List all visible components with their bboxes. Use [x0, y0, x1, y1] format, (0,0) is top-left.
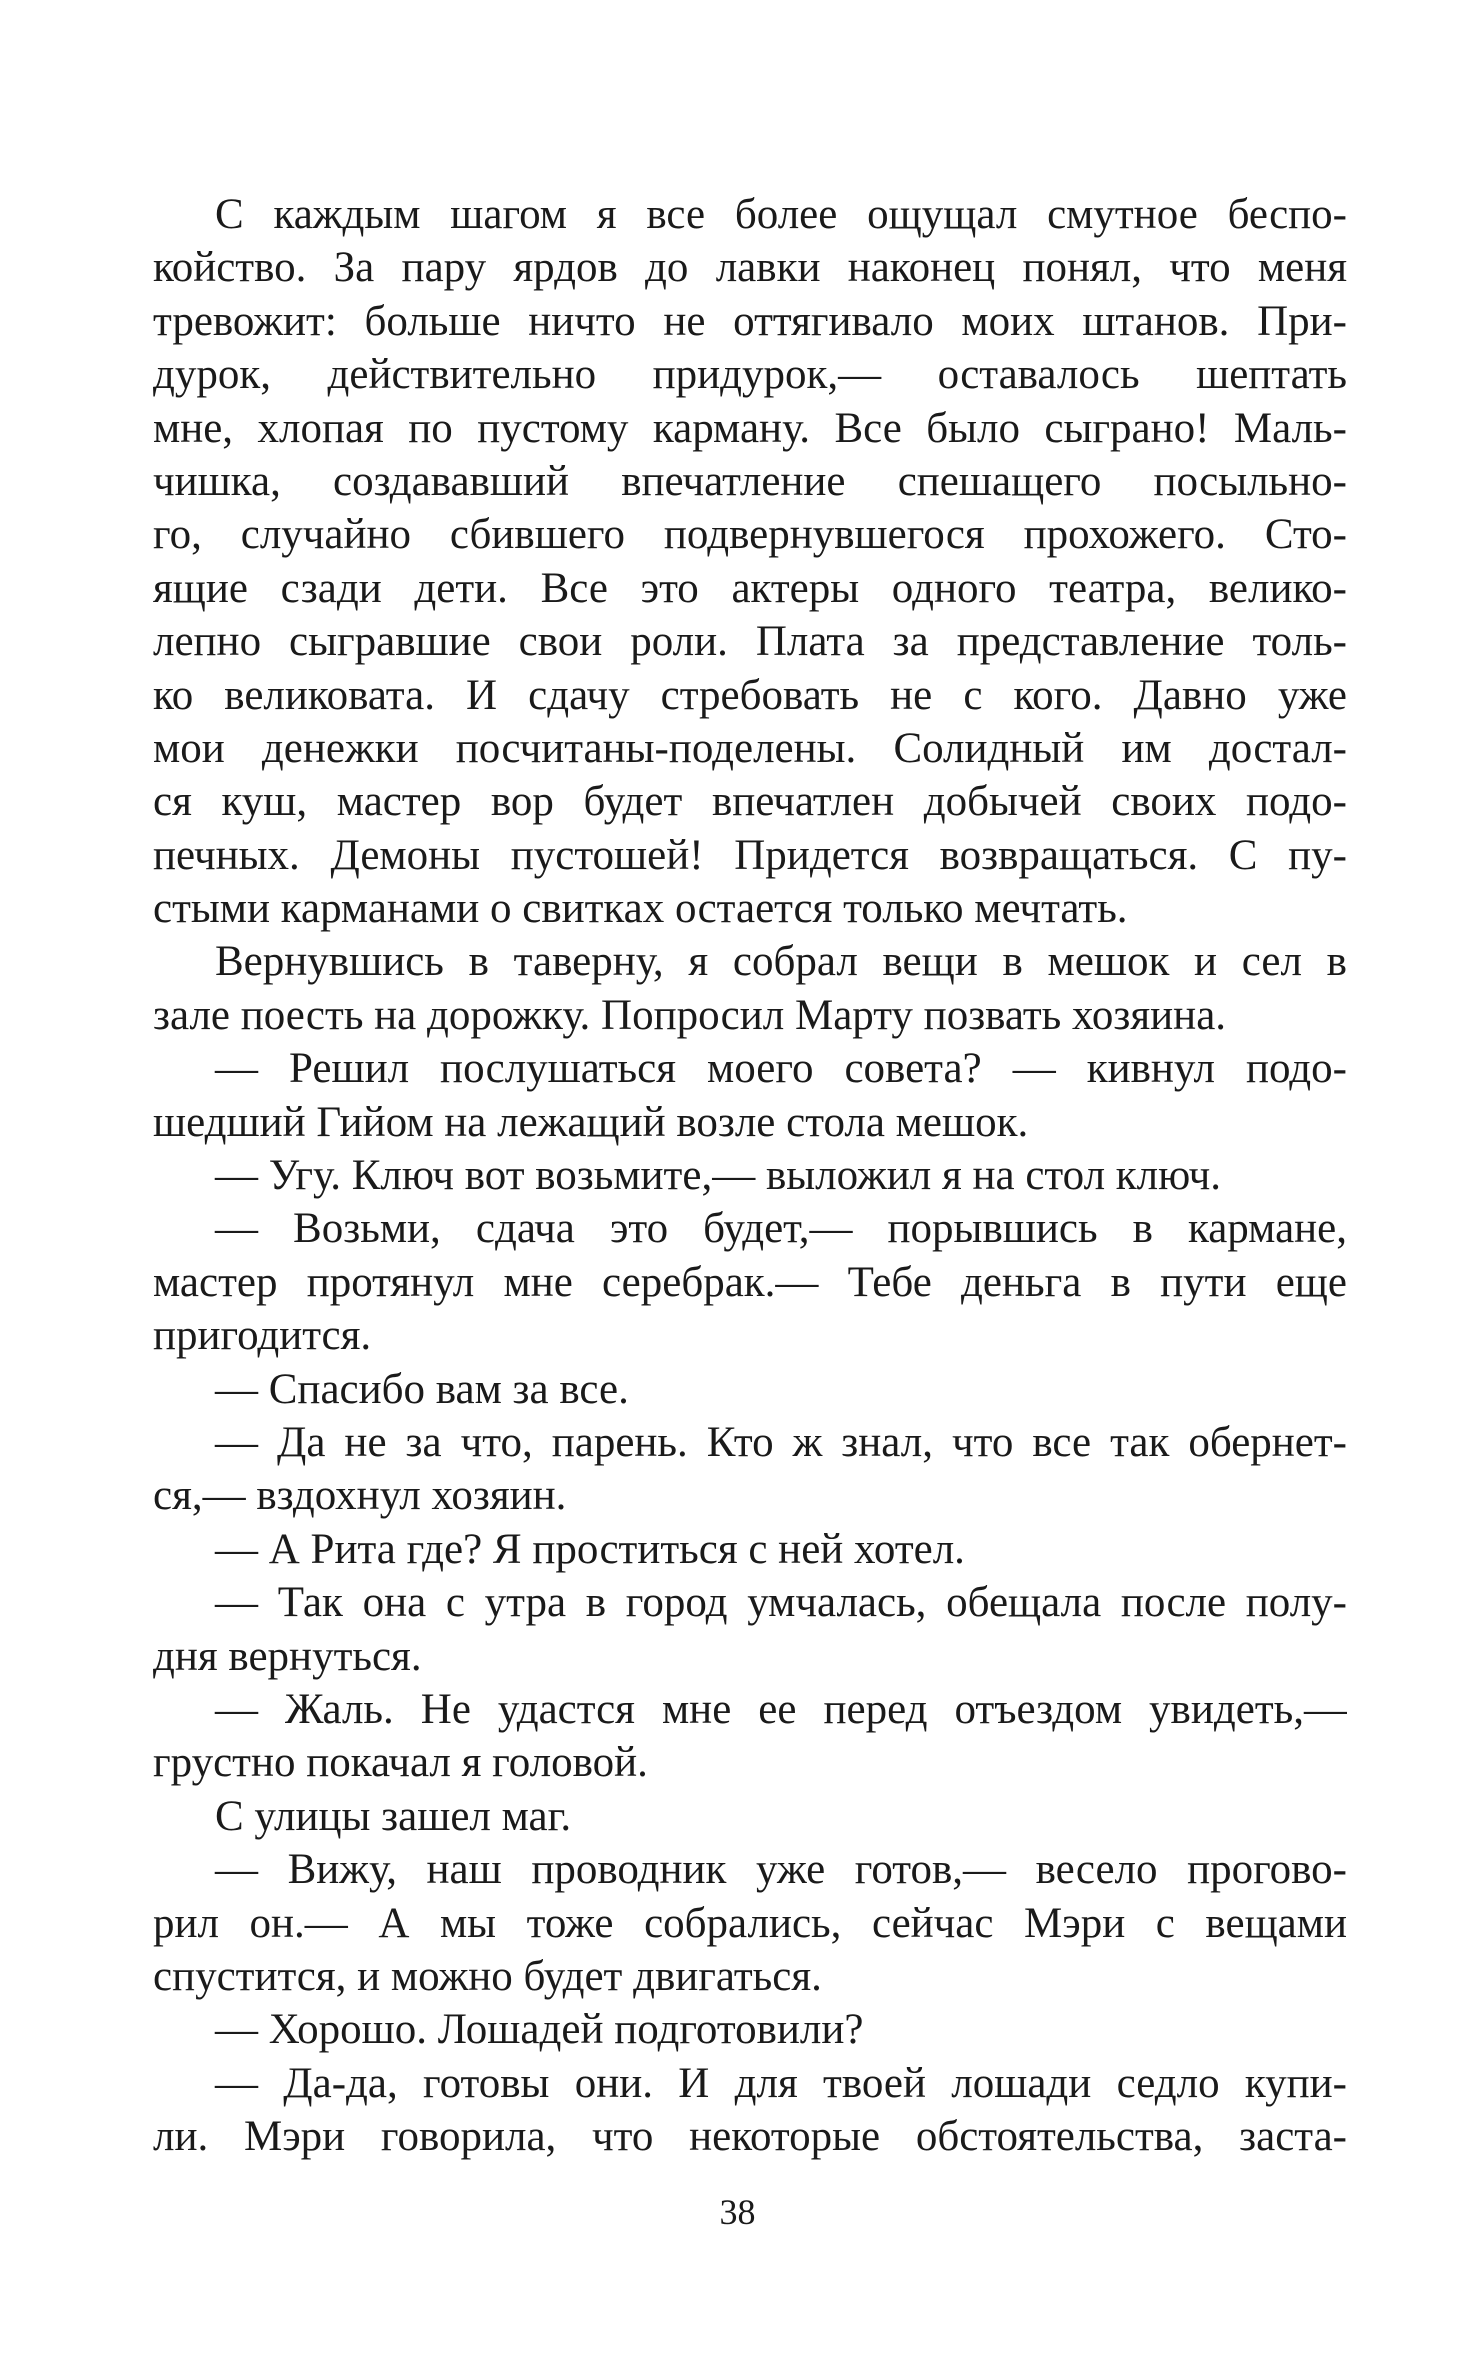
text-line: ящие сзади дети. Все это актеры одного театра, велико-	[153, 564, 1347, 612]
text-line: зале поесть на дорожку. Попросил Марту позвать хозяина.	[153, 991, 1227, 1039]
text-line: — Да-да, готовы они. И для твоей лошади седло купи-	[215, 2059, 1347, 2107]
text-line: спустится, и можно будет двигаться.	[153, 1952, 822, 2000]
text-line: пригодится.	[153, 1312, 372, 1360]
text-line: стыми карманами о свитках остается только мечтать.	[153, 885, 1128, 933]
text-line: — Хорошо. Лошадей подготовили?	[215, 2006, 864, 2054]
text-line: мои денежки посчитаны-поделены. Солидный им достал-	[153, 724, 1347, 772]
text-line: Вернувшись в таверну, я собрал вещи в мешок и сел в	[215, 938, 1347, 986]
text-line: тревожит: больше ничто не оттягивало моих штанов. При-	[153, 297, 1347, 345]
text-line: дня вернуться.	[153, 1632, 422, 1680]
body-text	[153, 188, 1347, 2163]
text-line: грустно покачал я головой.	[153, 1739, 648, 1787]
text-line: го, случайно сбившего подвернувшегося прохожего. Сто-	[153, 511, 1347, 559]
text-line: мастер протянул мне серебрак.— Тебе деньга в пути еще	[153, 1258, 1347, 1306]
text-line: ся куш, мастер вор будет впечатлен добычей своих подо-	[153, 778, 1347, 826]
text-line: койство. За пару ярдов до лавки наконец понял, что меня	[153, 244, 1347, 292]
text-line: — Вижу, наш проводник уже готов,— весело прогово-	[215, 1846, 1347, 1894]
text-line: шедший Гийом на лежащий возле стола мешок.	[153, 1098, 1029, 1146]
text-line: чишка, создававший впечатление спешащего посыльно-	[153, 457, 1347, 505]
text-line: ко великовата. И сдачу стребовать не с кого. Давно уже	[153, 671, 1347, 719]
page-number: 38	[719, 2192, 756, 2232]
text-line: — Жаль. Не удастся мне ее перед отъездом увидеть,—	[215, 1685, 1347, 1733]
text-line: — Да не за что, парень. Кто ж знал, что все так обернет-	[215, 1418, 1347, 1466]
text-line: печных. Демоны пустошей! Придется возвращаться. С пу-	[153, 831, 1347, 879]
text-line: дурок, действительно придурок,— оставалось шептать	[153, 351, 1347, 399]
text-line: — Угу. Ключ вот возьмите,— выложил я на стол ключ.	[215, 1152, 1221, 1200]
text-line: — А Рита где? Я проститься с ней хотел.	[215, 1525, 965, 1573]
text-line: — Решил послушаться моего совета? — кивнул подо-	[215, 1045, 1347, 1093]
text-line: лепно сыгравшие свои роли. Плата за представление толь-	[153, 618, 1347, 666]
text-line: — Спасибо вам за все.	[215, 1365, 629, 1413]
text-line: ли. Мэри говорила, что некоторые обстоятельства, заста-	[153, 2113, 1347, 2161]
text-line: — Так она с утра в город умчалась, обещала после полу-	[215, 1579, 1347, 1627]
text-line: рил он.— А мы тоже собрались, сейчас Мэри с вещами	[153, 1899, 1347, 1947]
text-line: мне, хлопая по пустому карману. Все было сыграно! Маль-	[153, 404, 1347, 452]
text-line: — Возьми, сдача это будет,— порывшись в кармане,	[215, 1205, 1347, 1253]
text-line: С каждым шагом я все более ощущал смутное беспо-	[215, 191, 1347, 238]
text-line: ся,— вздохнул хозяин.	[153, 1472, 567, 1520]
text-line: С улицы зашел маг.	[215, 1792, 572, 1840]
